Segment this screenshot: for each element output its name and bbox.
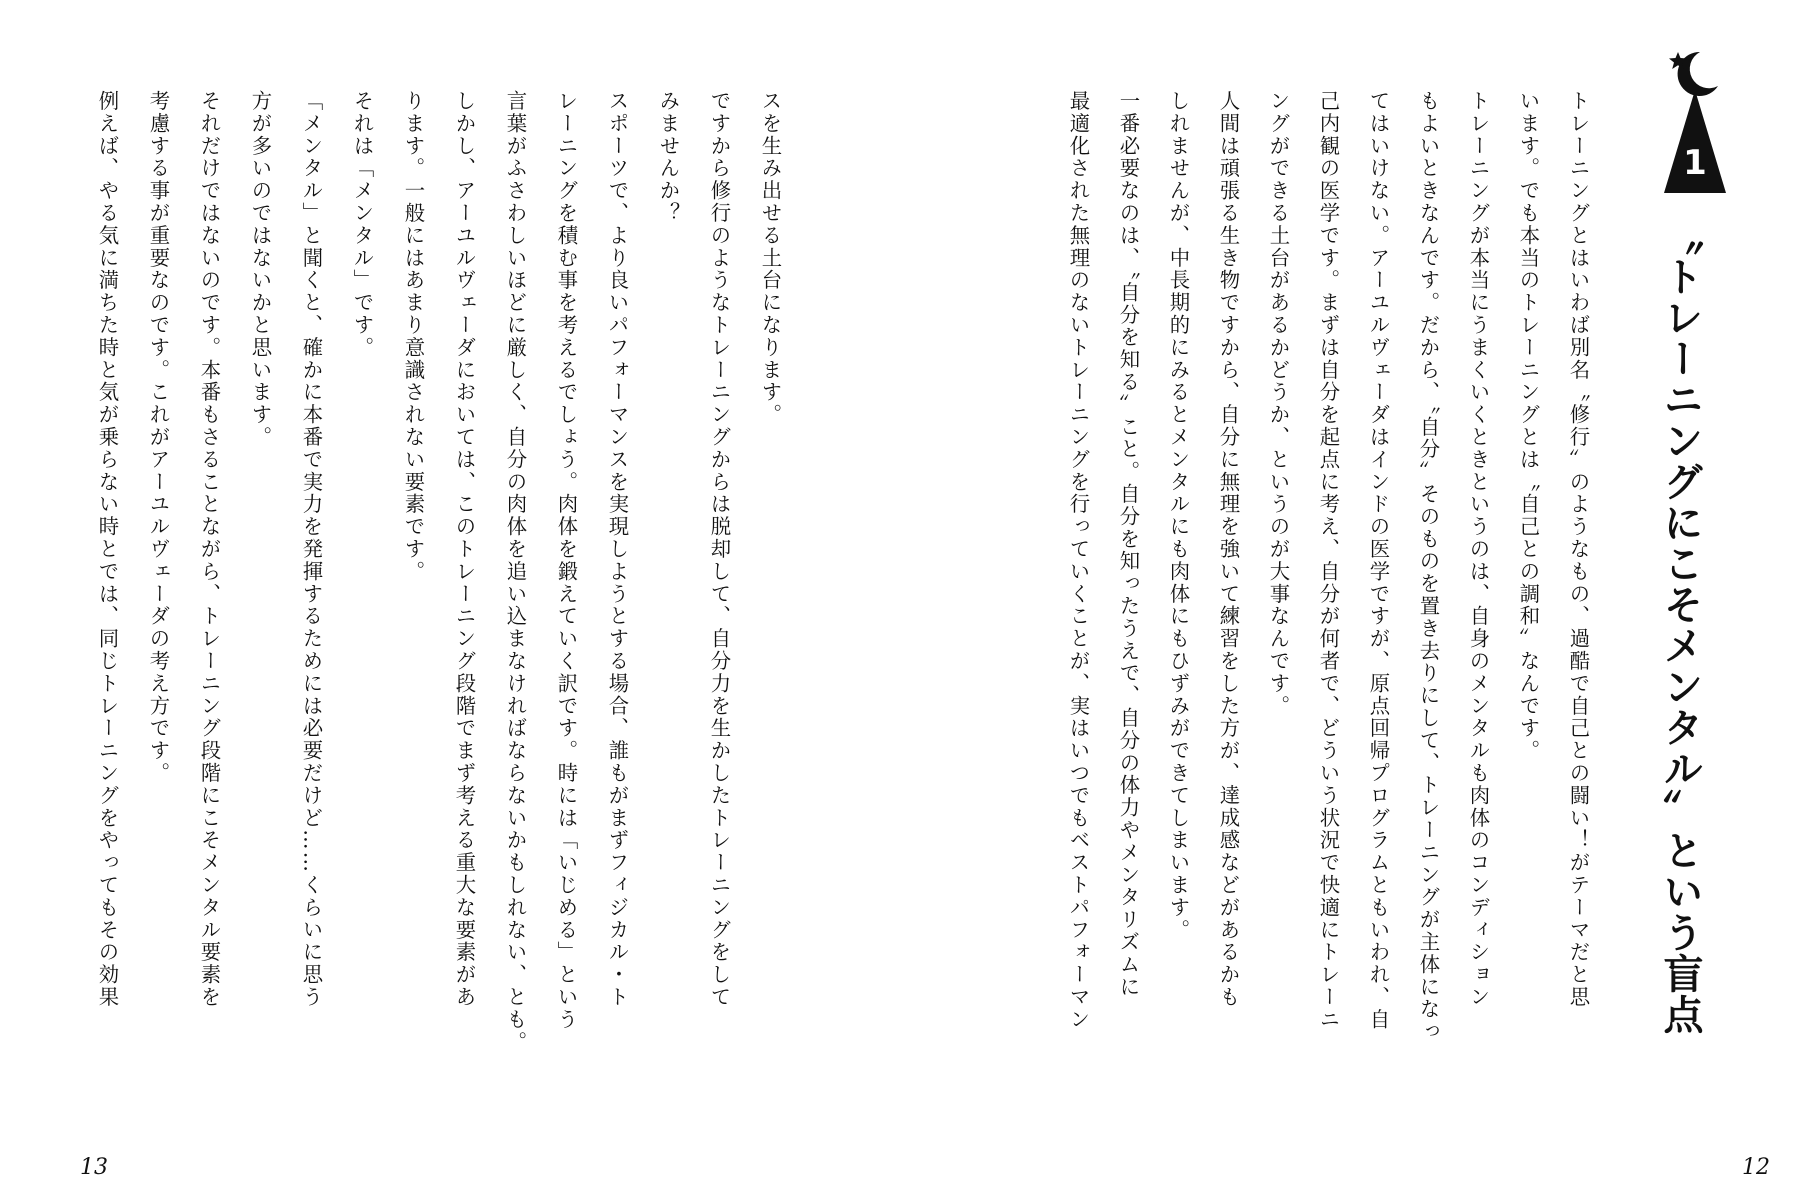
body-line: ングができる土台があるかどうか、というのが大事なんです。: [1266, 90, 1291, 718]
body-line: 言葉がふさわしいほどに厳しく、自分の肉体を追い込まなければならないかもしれない、とも。: [503, 90, 528, 1054]
body-line: 「メンタル」と聞くと、確かに本番で実力を発揮するためには必要だけど……くらいに思う: [299, 90, 324, 1009]
body-line: トレーニングが本当にうまくいくときというのは、自身のメンタルも肉体のコンディション: [1466, 90, 1491, 1009]
body-line: 例えば、やる気に満ちた時と気が乗らない時とでは、同じトレーニングをやってもその効果: [95, 90, 120, 1009]
page-number-right: 12: [1742, 1155, 1770, 1180]
body-line: 人間は頑張る生き物ですから、自分に無理を強いて練習をした方が、達成感などがあるかも: [1216, 90, 1241, 1009]
body-line: てはいけない。アーユルヴェーダはインドの医学ですが、原点回帰プログラムともいわれ、自: [1366, 90, 1391, 1031]
body-line: しかし、アーユルヴェーダにおいては、このトレーニング段階でまず考える重大な要素があ: [452, 90, 477, 1009]
chapter-title: 〝トレーニングにこそメンタル〟という盲点: [1657, 215, 1703, 1035]
chapter-number: 1: [1683, 143, 1707, 183]
body-line: 己内観の医学です。まずは自分を起点に考え、自分が何者で、どういう状況で快適にトレーニ: [1316, 90, 1341, 1031]
body-line: トレーニングとはいわば別名〝修行〟のようなもの、過酷で自己との闘い！がテーマだと思: [1566, 90, 1591, 1009]
body-line: 一番必要なのは、〝自分を知る〟こと。自分を知ったうえで、自分の体力やメンタリズムに: [1116, 90, 1141, 999]
body-line: レーニングを積む事を考えるでしょう。肉体を鍛えていく訳です。時には「いじめる」という: [554, 90, 579, 1031]
body-line: スを生み出せる土台になります。: [758, 90, 783, 426]
body-line: もよいときなんです。だから、〝自分〟そのものを置き去りにして、トレーニングが主体になっ: [1416, 90, 1441, 1043]
right-page: [900, 0, 1800, 1200]
body-line: それだけではないのです。本番もさることながら、トレーニング段階にこそメンタル要素を: [197, 90, 222, 1009]
body-line: 考慮する事が重要なのです。これがアーユルヴェーダの考え方です。: [146, 90, 171, 785]
body-line: ですから修行のようなトレーニングからは脱却して、自分力を生かしたトレーニングをして: [707, 90, 732, 1009]
page-number-left: 13: [80, 1155, 108, 1180]
body-line: 最適化された無理のないトレーニングを行っていくことが、実はいつでもベストパフォーマン: [1066, 90, 1091, 1031]
body-line: みませんか？: [656, 90, 681, 225]
body-line: スポーツで、より良いパフォーマンスを実現しようとする場合、誰もがまずフィジカル・ト: [605, 90, 630, 1009]
body-line: います。でも本当のトレーニングとは〝自己との調和〟なんです。: [1516, 90, 1541, 762]
body-line: ります。一般にはあまり意識されない要素です。: [401, 90, 426, 583]
chapter-marker: [1660, 48, 1730, 198]
body-line: しれませんが、中長期的にみるとメンタルにも肉体にもひずみができてしまいます。: [1166, 90, 1191, 942]
body-line: 方が多いのではないかと思います。: [248, 90, 273, 449]
body-line: それは「メンタル」です。: [350, 90, 375, 359]
